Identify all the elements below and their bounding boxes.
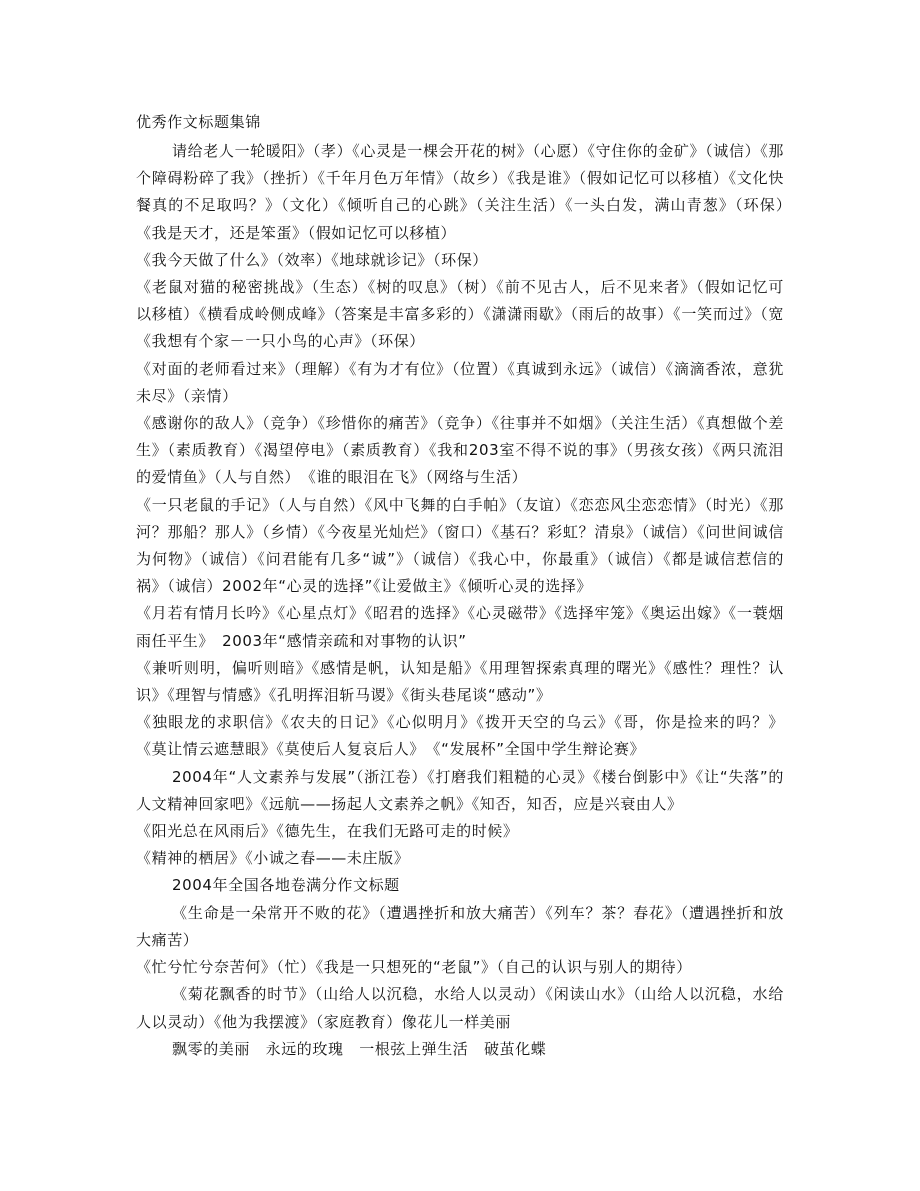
paragraph: 《对面的老师看过来》（理解）《有为才有位》（位置）《真诚到永远》（诚信）《滴滴香浓，意犹未尽》（亲情） [136,359,784,405]
paragraph: 2004年“人文素养与发展”（浙江卷）《打磨我们粗糙的心灵》《楼台倒影中》《让“失落”的人文精神回家吧》《远航——扬起人文素养之帆》《知否，知否，应是兴衰由人》 [136,767,784,813]
document-title: 优秀作文标题集锦 [136,113,261,131]
paragraph: 《独眼龙的求职信》《农夫的日记》《心似明月》《拨开天空的乌云》《哥，你是捡来的吗？》《莫让情云遮慧眼》《莫使后人复哀后人》 《“发展杯”全国中学生辩论赛》 [136,713,784,759]
paragraph: 《精神的栖居》《小诚之春——未庄版》 [136,849,410,868]
paragraph: 《阳光总在风雨后》《德先生，在我们无路可走的时候》 [136,822,519,841]
paragraph: 飘零的美丽 永远的玫瑰 一根弦上弹生活 破茧化蝶 [172,1039,547,1058]
paragraph: 《感谢你的敌人》（竞争）《珍惜你的痛苦》（竞争）《往事并不如烟》（关注生活）《真想做个差生》（素质教育）《渴望停电》（素质教育）《我和203室不得不说的事》（男孩女孩）《两只流泪的爱情鱼》（人与自然） 《谁的眼泪在飞》（网络与生活） [136,414,784,487]
paragraph: 《月若有情月长吟》《心星点灯》《昭君的选择》《心灵磁带》《选择牢笼》《奥运出嫁》《一蓑烟雨任平生》 2003年“感情亲疏和对事物的认识” [136,604,784,650]
paragraph: 《菊花飘香的时节》（山给人以沉稳，水给人以灵动）《闲读山水》（山给人以沉稳，水给人以灵动）《他为我摆渡》（家庭教育）像花儿一样美丽 [136,985,784,1031]
paragraph: 《我今天做了什么》（效率）《地球就诊记》（环保） [136,250,488,269]
paragraph: 《忙兮忙兮奈苦何》（忙）《我是一只想死的“老鼠”》（自己的认识与别人的期待） [136,958,692,977]
section-heading: 2004年全国各地卷满分作文标题 [172,876,400,895]
document-body [136,138,800,1063]
paragraph: 《生命是一朵常开不败的花》（遭遇挫折和放大痛苦）《列车？茶？春花》（遭遇挫折和放大痛苦） [136,903,784,949]
paragraph: 《老鼠对猫的秘密挑战》（生态）《树的叹息》（树）《前不见古人，后不见来者》（假如记忆可以移植）《横看成岭侧成峰》（答案是丰富多彩的）《潇潇雨歇》（雨后的故事）《一笑而过》（宽《我想有个家－一只小鸟的心声》（环保） [136,278,784,351]
paragraph: 请给老人一轮暖阳》（孝）《心灵是一棵会开花的树》（心愿）《守住你的金矿》（诚信）《那个障碍粉碎了我》（挫折）《千年月色万年情》（故乡）《我是谁》（假如记忆可以移植）《文化快餐真的不足取吗？》（文化）《倾听自己的心跳》（关注生活）《一头白发，满山青葱》（环保） 《我是天才，还是笨蛋》（假如记忆可以移植） [136,142,800,242]
paragraph: 《一只老鼠的手记》（人与自然）《风中飞舞的白手帕》（友谊）《恋恋风尘恋恋情》（时光）《那河？那船？那人》（乡情）《今夜星光灿烂》（窗口）《基石？彩虹？清泉》（诚信）《问世间诚信为何物》（诚信）《问君能有几多“诚”》（诚信）《我心中，你最重》（诚信）《都是诚信惹信的祸》（诚信）2002年“心灵的选择”《让爱做主》《倾听心灵的选择》 [136,495,784,596]
paragraph: 《兼听则明，偏听则暗》《感情是帆，认知是船》《用理智探索真理的曙光》《感性？理性？认识》《理智与情感》《孔明挥泪斩马谡》《街头巷尾谈“感动”》 [136,658,784,705]
